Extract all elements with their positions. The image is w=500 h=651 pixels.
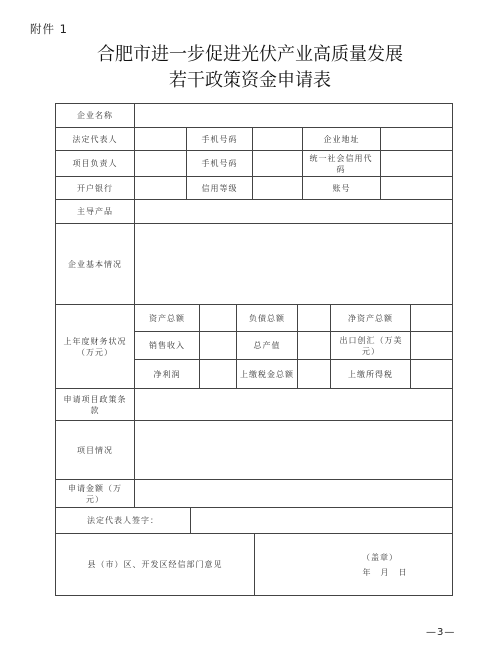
page-number: —3— <box>426 627 456 638</box>
label-project-info: 项目情况 <box>77 445 113 455</box>
label-total-assets: 资产总额 <box>149 313 185 323</box>
input-total-output[interactable] <box>298 332 330 359</box>
page-title-line2: 若干政策资金申请表 <box>169 70 331 91</box>
input-main-product[interactable] <box>135 200 452 223</box>
form-border-bottom <box>55 595 453 596</box>
input-legal-rep[interactable] <box>135 128 186 150</box>
attachment-label: 附件 1 <box>30 22 68 36</box>
label-account-no: 账号 <box>332 183 351 193</box>
input-income-tax-paid[interactable] <box>411 360 452 388</box>
input-total-assets[interactable] <box>200 305 236 331</box>
input-mobile[interactable] <box>253 128 302 150</box>
label-total-liabilities: 负债总额 <box>249 313 285 323</box>
input-project-info[interactable] <box>135 421 452 479</box>
input-bank[interactable] <box>135 177 186 199</box>
input-county-opinion[interactable] <box>255 534 452 595</box>
form-border-right <box>452 103 453 596</box>
label-net-assets: 净资产总额 <box>348 313 393 323</box>
input-total-liabilities[interactable] <box>298 305 330 331</box>
label-county-opinion: 县（市）区、开发区经信部门意见 <box>87 560 223 569</box>
label-tax-paid-total: 上缴税金总额 <box>240 369 294 379</box>
input-credit-code[interactable] <box>381 151 452 176</box>
label-main-product: 主导产品 <box>77 207 113 216</box>
input-export-earning[interactable] <box>411 332 452 359</box>
label-policy-items: 申请项目政策条款 <box>63 394 127 415</box>
seal-label: （盖章） <box>362 552 398 562</box>
label-last-year-finance: 上年度财务状况（万元） <box>63 336 127 357</box>
page-title-line1: 合肥市进一步促进光伏产业高质量发展 <box>97 44 403 65</box>
label-sales-revenue: 销售收入 <box>149 341 185 350</box>
input-tax-paid-total[interactable] <box>298 360 330 388</box>
label-company-address: 企业地址 <box>323 134 360 144</box>
date-label: 年 月 日 <box>362 567 408 577</box>
label-total-output: 总产值 <box>253 341 281 350</box>
input-sales-revenue[interactable] <box>200 332 236 359</box>
label-credit-code: 统一社会信用代码 <box>309 153 373 174</box>
input-net-profit[interactable] <box>200 360 236 388</box>
label-export-earning: 出口创汇（万美元） <box>339 335 403 356</box>
label-legal-sign: 法定代表人签字： <box>87 516 159 525</box>
input-legal-sign[interactable] <box>191 508 452 533</box>
label-project-lead: 项目负责人 <box>72 159 118 168</box>
label-company-name: 企业名称 <box>77 111 113 120</box>
label-company-basic: 企业基本情况 <box>68 259 122 269</box>
input-company-address[interactable] <box>381 128 452 150</box>
input-mobile-2[interactable] <box>253 151 302 176</box>
label-apply-amount: 申请金额（万元） <box>68 483 122 504</box>
input-account-no[interactable] <box>381 177 452 199</box>
input-project-lead[interactable] <box>135 151 186 176</box>
input-company-basic[interactable] <box>135 224 452 304</box>
input-apply-amount[interactable] <box>135 480 452 507</box>
label-credit-rating: 信用等级 <box>201 183 238 193</box>
input-credit-rating[interactable] <box>253 177 302 199</box>
input-net-assets[interactable] <box>411 305 452 331</box>
label-income-tax-paid: 上缴所得税 <box>348 369 393 379</box>
input-policy-items[interactable] <box>135 389 452 420</box>
input-company-name[interactable] <box>135 104 452 127</box>
label-mobile-2: 手机号码 <box>201 159 238 168</box>
label-bank: 开户银行 <box>77 183 113 193</box>
label-net-profit: 净利润 <box>153 369 181 379</box>
label-mobile: 手机号码 <box>201 134 238 144</box>
label-legal-rep: 法定代表人 <box>72 134 118 144</box>
